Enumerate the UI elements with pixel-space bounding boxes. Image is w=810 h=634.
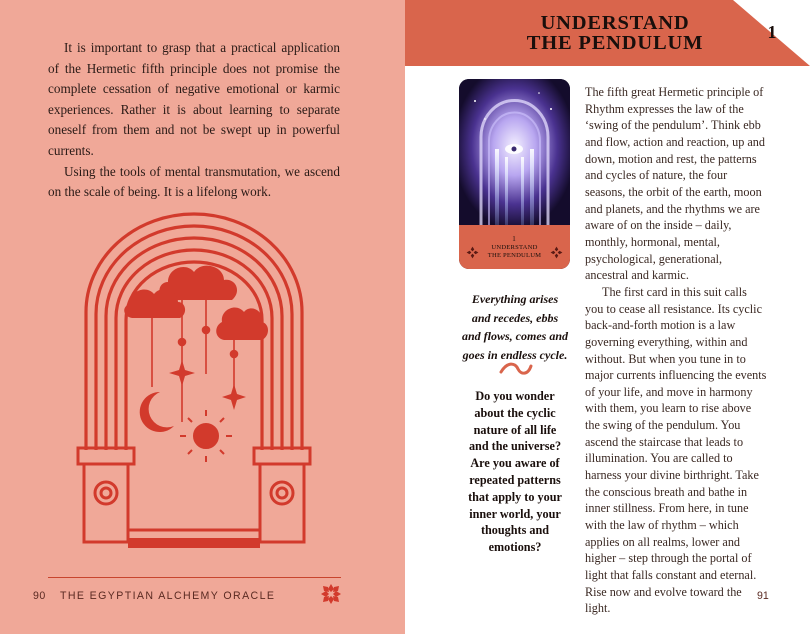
footer-rule bbox=[48, 577, 341, 578]
running-title: THE EGYPTIAN ALCHEMY ORACLE bbox=[59, 590, 276, 602]
title-line-2: THE PENDULUM bbox=[526, 31, 704, 54]
right-page bbox=[405, 0, 810, 634]
card-title-line-1: UNDERSTAND bbox=[491, 244, 538, 251]
card-number: 1 bbox=[512, 235, 516, 243]
body-text bbox=[585, 84, 767, 617]
body-paragraph-1: The fifth great Hermetic principle of Rhythm expresses the law of the ‘swing of the pendulum’. Think ebb and flow, action and reaction, up and down, motion and rest, the patterns and cycles of nature, the four seasons, the orbit of the earth, moon and planets, and the rhythms we are aware of on the inside – daily, monthly, hormonal, mental, psychological, generational, ancestral and karmic. bbox=[585, 85, 765, 283]
question-line: thoughts and bbox=[480, 523, 550, 538]
left-footer bbox=[33, 590, 275, 602]
tilde-ornament-icon bbox=[491, 358, 541, 380]
page-title bbox=[505, 14, 725, 53]
question-line: nature of all life bbox=[473, 422, 557, 437]
pull-quote bbox=[457, 290, 573, 364]
reflection-questions bbox=[455, 388, 575, 556]
quote-line: and flows, comes and bbox=[461, 329, 568, 343]
card-title bbox=[473, 244, 556, 260]
quote-line: Everything arises bbox=[471, 292, 559, 306]
question-line: and the universe? bbox=[468, 439, 562, 454]
card-artwork bbox=[459, 79, 570, 229]
question-line: that apply to your bbox=[468, 489, 562, 504]
card-number-corner: 1 bbox=[767, 22, 777, 42]
flower-emblem-icon bbox=[550, 246, 563, 259]
flower-emblem-icon bbox=[320, 583, 342, 605]
question-line: Are you aware of bbox=[470, 456, 560, 471]
quote-line: goes in endless cycle. bbox=[462, 347, 568, 362]
card-title-line-2: THE PENDULUM bbox=[487, 252, 542, 259]
oracle-card bbox=[459, 79, 570, 269]
flower-emblem-icon bbox=[466, 246, 479, 259]
title-line-1: UNDERSTAND bbox=[540, 12, 690, 34]
left-paragraph-1: It is important to grasp that a practical application of the Hermetic fifth principle does not promise the complete cessation of negative emotional or karmic experiences. Rather it is about learning to separate oneself from them and not be swept up in powerful currents. bbox=[48, 40, 340, 158]
right-page-number: 91 bbox=[757, 590, 769, 602]
left-paragraph-2: Using the tools of mental transmutation, we ascend on the scale of being. It is a lifelong work. bbox=[48, 163, 340, 200]
question-line: emotions? bbox=[488, 540, 542, 555]
left-page-number: 90 bbox=[33, 590, 46, 602]
left-page-text bbox=[48, 38, 340, 203]
question-line: inner world, your bbox=[469, 506, 561, 521]
question-line: about the cyclic bbox=[474, 405, 556, 420]
quote-line: and recedes, ebbs bbox=[471, 310, 559, 325]
question-line: Do you wonder bbox=[475, 389, 555, 403]
arch-illustration bbox=[74, 212, 314, 552]
question-line: repeated patterns bbox=[469, 472, 561, 487]
body-paragraph-2: The first card in this suit calls you to cease all resistance. Its cyclic back-and-forth motion is a law governing everything, within and without. But when you tune in to major currents influencing the events of your life, and move in harmony with them, you learn to rise above the swing of the pendulum. You ascend the staircase that leads to illumination. You are called to harness your divine birthright. Take the conscious breath and bathe in inner stillness. From here, in tune with the law of rhythm – which applies on all realms, lower and higher – step through the portal of light that falls constant and eternal. Rise now and evolve toward the light. bbox=[585, 284, 767, 616]
